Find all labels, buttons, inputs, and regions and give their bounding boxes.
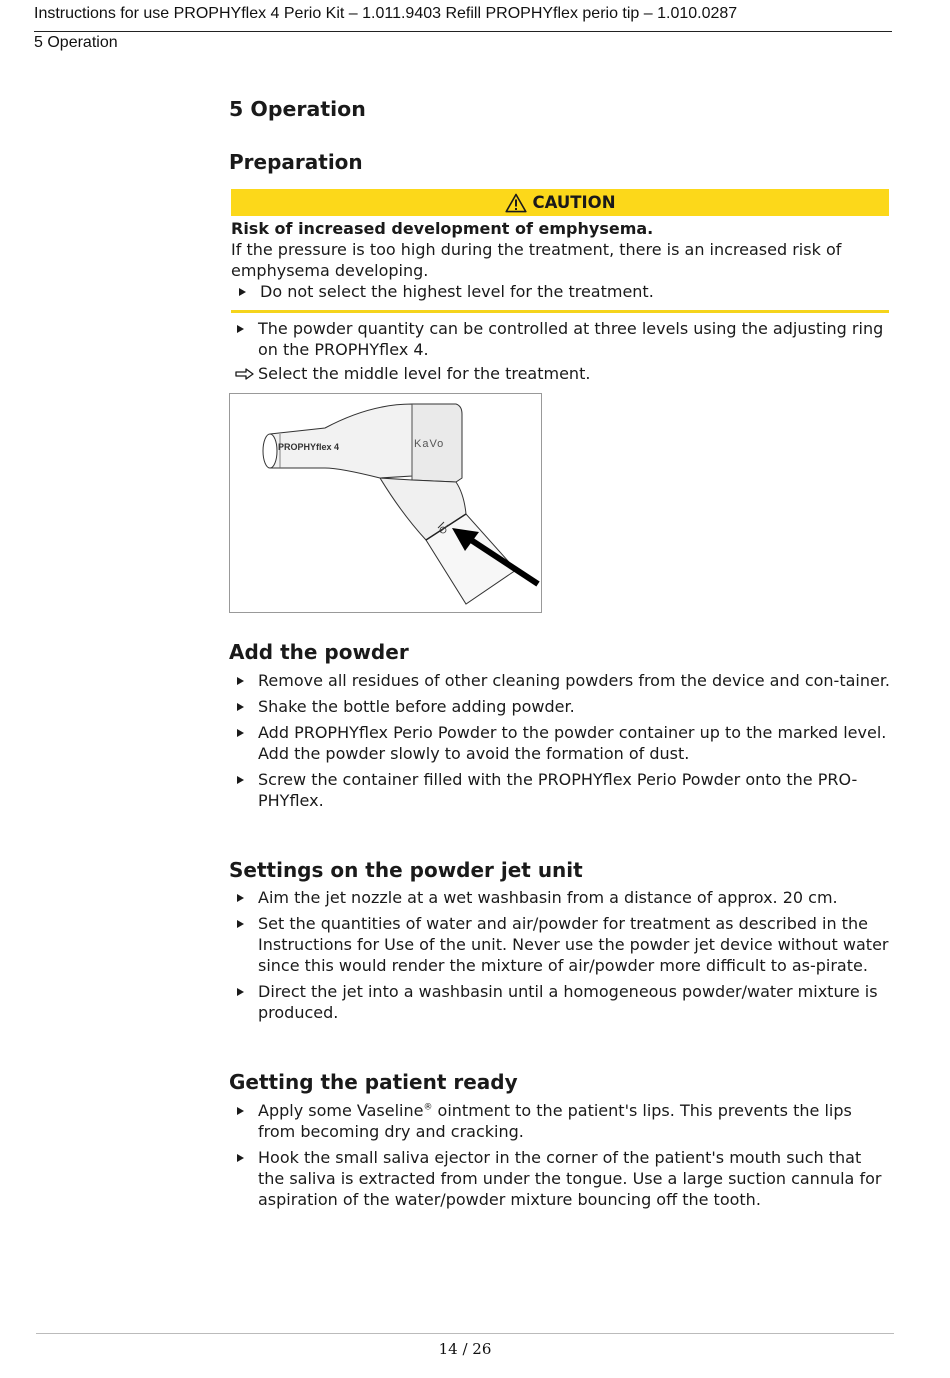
list-item	[229, 1147, 891, 1210]
add-powder-step-4: Screw the container filled with the PROPHYflex Perio Powder onto the PRO-PHYflex.	[258, 770, 858, 810]
header-section-label: 5 Operation	[34, 34, 118, 51]
result-text: Select the middle level for the treatment.	[258, 364, 591, 383]
list-item	[229, 769, 891, 811]
preparation-steps	[229, 318, 891, 384]
chapter-title: 5 Operation	[229, 97, 366, 121]
bullet-triangle-icon	[237, 325, 244, 333]
add-powder-step-1: Remove all residues of other cleaning powders from the device and con-tainer.	[258, 671, 891, 690]
preparation-heading: Preparation	[229, 150, 363, 174]
list-item	[229, 318, 891, 360]
list-item	[229, 670, 891, 691]
caution-body	[231, 218, 889, 302]
registered-mark: ®	[423, 1102, 433, 1113]
list-item	[229, 696, 891, 717]
patient-step-1-after: ointment to the patient's lips. This prevents the lips from becoming dry and cracking.	[258, 1101, 852, 1141]
bullet-triangle-icon	[237, 1154, 244, 1162]
settings-step-2: Set the quantities of water and air/powder for treatment as described in the Instructions for Use of the unit. Never use the powder jet device without water since this would render the mixture of air/powder more difficult to as-pirate.	[258, 914, 889, 975]
caution-label: CAUTION	[532, 193, 616, 212]
list-item	[229, 981, 891, 1023]
warning-triangle-icon	[505, 193, 527, 213]
patient-steps	[229, 1100, 891, 1210]
patient-heading: Getting the patient ready	[229, 1070, 518, 1094]
settings-steps	[229, 887, 891, 1023]
bullet-triangle-icon	[237, 776, 244, 784]
bullet-triangle-icon	[237, 729, 244, 737]
list-item	[229, 887, 891, 908]
add-powder-step-3: Add PROPHYflex Perio Powder to the powder container up to the marked level. Add the powder slowly to avoid the formation of dust.	[258, 723, 887, 763]
prophyflex-illustration	[230, 394, 541, 612]
bullet-triangle-icon	[237, 677, 244, 685]
bullet-triangle-icon	[239, 288, 246, 296]
add-powder-step-2: Shake the bottle before adding powder.	[258, 697, 575, 716]
result-arrow-icon	[235, 368, 255, 380]
caution-action	[231, 281, 889, 302]
patient-step-2: Hook the small saliva ejector in the corner of the patient's mouth such that the saliva is extracted from under the tongue. Use a large suction cannula for aspiration of the water/powder mixture bouncing off the tooth.	[258, 1148, 882, 1209]
preparation-step-text: The powder quantity can be controlled at three levels using the adjusting ring on the PROPHYflex 4.	[258, 319, 884, 359]
add-powder-heading: Add the powder	[229, 640, 409, 664]
figure-label: PROPHYflex 4	[278, 442, 340, 452]
caution-text: If the pressure is too high during the treatment, there is an increased risk of emphysema developing.	[231, 240, 842, 280]
device-figure	[229, 393, 542, 613]
settings-heading: Settings on the powder jet unit	[229, 858, 583, 882]
caution-banner	[231, 189, 889, 216]
header-divider	[34, 31, 892, 32]
caution-action-text: Do not select the highest level for the treatment.	[260, 282, 654, 301]
footer-divider	[36, 1333, 894, 1334]
caution-headline: Risk of increased development of emphysema.	[231, 219, 654, 238]
list-item	[229, 1100, 891, 1142]
caution-bottom-rule	[231, 310, 889, 313]
page-number: 14 / 26	[438, 1340, 492, 1358]
bullet-triangle-icon	[237, 894, 244, 902]
result-item	[229, 363, 891, 384]
document-header-title: Instructions for use PROPHYflex 4 Perio Kit – 1.011.9403 Refill PROPHYflex perio tip – 1.010.0287	[34, 5, 738, 22]
bullet-triangle-icon	[237, 1107, 244, 1115]
list-item	[229, 913, 891, 976]
settings-step-1: Aim the jet nozzle at a wet washbasin from a distance of approx. 20 cm.	[258, 888, 838, 907]
bullet-triangle-icon	[237, 988, 244, 996]
add-powder-steps	[229, 670, 891, 811]
settings-step-3: Direct the jet into a washbasin until a homogeneous powder/water mixture is produced.	[258, 982, 878, 1022]
figure-brand: KaVo	[414, 438, 445, 450]
list-item	[229, 722, 891, 764]
patient-step-1-before: Apply some Vaseline	[258, 1101, 424, 1120]
bullet-triangle-icon	[237, 920, 244, 928]
bullet-triangle-icon	[237, 703, 244, 711]
